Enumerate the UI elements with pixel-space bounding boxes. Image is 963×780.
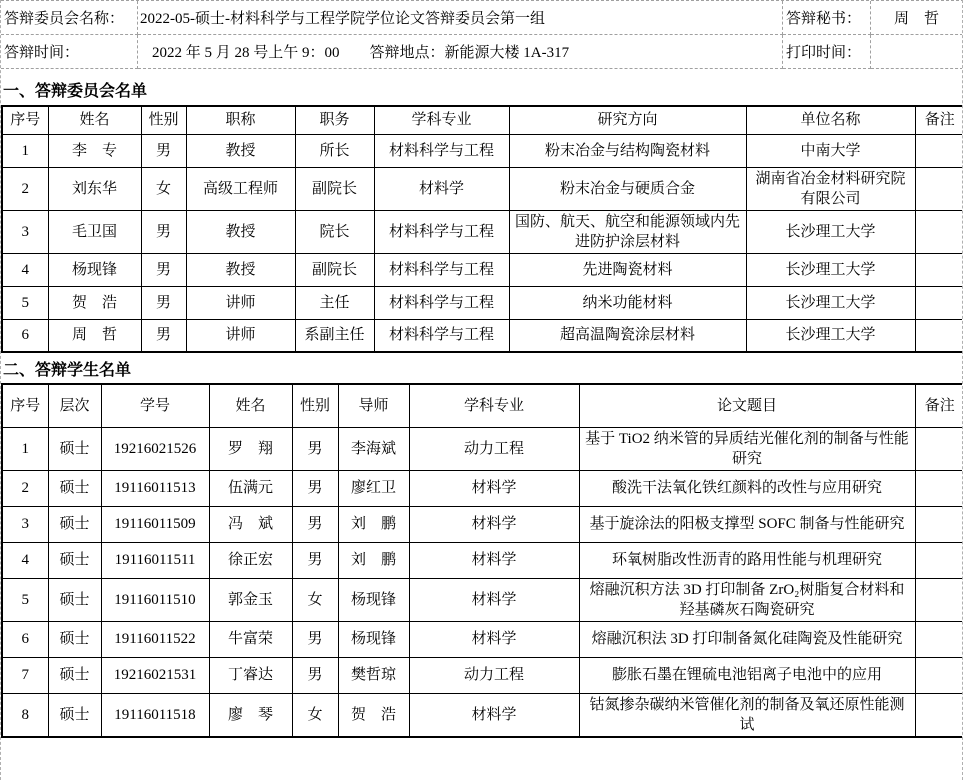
table-cell: 女 [292, 578, 338, 621]
students-table [1, 383, 963, 738]
table-cell: 硕士 [48, 657, 101, 693]
table-cell: 钴氮掺杂碳纳米管催化剂的制备及氧还原性能测试 [579, 693, 915, 737]
students-section-title: 二、答辩学生名单 [3, 361, 132, 379]
column-header-remark: 备注 [915, 384, 963, 427]
table-cell: 材料学 [409, 578, 579, 621]
table-cell: 19216021531 [101, 657, 209, 693]
secretary-label: 答辩秘书： [783, 1, 871, 35]
table-cell: 材料学 [409, 621, 579, 657]
table-cell: 酸洗干法氧化铁红颜料的改性与应用研究 [579, 470, 915, 506]
table-cell [915, 693, 963, 737]
table-cell: 纳米功能材料 [509, 286, 746, 319]
table-row [2, 470, 963, 506]
column-header-major: 学科专业 [374, 106, 509, 134]
column-header-gender: 性别 [292, 384, 338, 427]
table-cell: 杨现锋 [48, 253, 141, 286]
table-cell: 女 [141, 167, 186, 210]
table-cell: 贺 浩 [48, 286, 141, 319]
column-header-index: 序号 [2, 384, 48, 427]
table-cell: 教授 [186, 253, 295, 286]
table-cell [915, 470, 963, 506]
table-cell: 硕士 [48, 578, 101, 621]
defense-location-value: 新能源大楼 1A-317 [444, 45, 570, 61]
column-header-remark: 备注 [915, 106, 963, 134]
column-header-major: 学科专业 [409, 384, 579, 427]
table-row [2, 134, 963, 167]
table-cell: 毛卫国 [48, 210, 141, 253]
header-row [2, 106, 963, 134]
table-cell: 3 [2, 506, 48, 542]
column-header-name: 姓名 [209, 384, 292, 427]
table-cell: 材料科学与工程 [374, 134, 509, 167]
table-cell: 4 [2, 542, 48, 578]
table-cell: 19116011510 [101, 578, 209, 621]
table-cell: 粉末冶金与结构陶瓷材料 [509, 134, 746, 167]
table-cell: 女 [292, 693, 338, 737]
table-row [2, 427, 963, 470]
table-cell: 杨现锋 [338, 621, 409, 657]
table-cell: 8 [2, 693, 48, 737]
table-row [2, 319, 963, 352]
table-cell: 樊哲琼 [338, 657, 409, 693]
table-cell: 硕士 [48, 693, 101, 737]
column-header-organization: 单位名称 [746, 106, 915, 134]
table-cell: 19116011513 [101, 470, 209, 506]
committee-name-label: 答辩委员会名称： [1, 1, 138, 35]
table-cell: 材料科学与工程 [374, 253, 509, 286]
table-cell: 粉末冶金与硬质合金 [509, 167, 746, 210]
table-cell: 材料学 [409, 470, 579, 506]
table-cell: 长沙理工大学 [746, 286, 915, 319]
table-cell: 硕士 [48, 427, 101, 470]
table-cell: 伍满元 [209, 470, 292, 506]
table-cell: 材料科学与工程 [374, 319, 509, 352]
table-cell: 中南大学 [746, 134, 915, 167]
table-cell: 男 [292, 427, 338, 470]
table-cell: 副院长 [295, 167, 374, 210]
table-cell: 周 哲 [48, 319, 141, 352]
table-cell [915, 286, 963, 319]
table-cell: 李海斌 [338, 427, 409, 470]
table-row [2, 253, 963, 286]
committee-name-value: 2022-05-硕士-材料科学与工程学院学位论文答辩委员会第一组 [138, 1, 783, 35]
column-header-student-id: 学号 [101, 384, 209, 427]
table-cell: 19216021526 [101, 427, 209, 470]
table-cell: 材料科学与工程 [374, 286, 509, 319]
table-cell: 男 [292, 621, 338, 657]
table-cell: 长沙理工大学 [746, 319, 915, 352]
table-row [2, 167, 963, 210]
table-cell: 19116011522 [101, 621, 209, 657]
table-cell: 硕士 [48, 621, 101, 657]
table-cell: 刘 鹏 [338, 506, 409, 542]
column-header-name: 姓名 [48, 106, 141, 134]
students-table-head [2, 384, 963, 427]
table-cell: 长沙理工大学 [746, 210, 915, 253]
table-cell: 杨现锋 [338, 578, 409, 621]
table-cell: 环氧树脂改性沥青的路用性能与机理研究 [579, 542, 915, 578]
defense-time-value: 2022 年 5 月 28 号上午 9：00 [152, 45, 340, 61]
table-cell: 动力工程 [409, 657, 579, 693]
column-header-research: 研究方向 [509, 106, 746, 134]
table-cell: 冯 斌 [209, 506, 292, 542]
column-header-gender: 性别 [141, 106, 186, 134]
table-cell: 贺 浩 [338, 693, 409, 737]
table-cell: 材料学 [409, 542, 579, 578]
table-cell [915, 506, 963, 542]
column-header-level: 层次 [48, 384, 101, 427]
table-row [2, 286, 963, 319]
column-header-index: 序号 [2, 106, 48, 134]
table-cell: 动力工程 [409, 427, 579, 470]
table-cell [915, 427, 963, 470]
table-cell [915, 319, 963, 352]
table-cell: 院长 [295, 210, 374, 253]
table-cell: 男 [292, 542, 338, 578]
table-cell: 男 [292, 657, 338, 693]
table-cell: 硕士 [48, 506, 101, 542]
table-cell: 牛富荣 [209, 621, 292, 657]
column-header-thesis-title: 论文题目 [579, 384, 915, 427]
table-cell: 先进陶瓷材料 [509, 253, 746, 286]
table-cell: 材料学 [409, 693, 579, 737]
table-cell: 廖红卫 [338, 470, 409, 506]
table-cell: 男 [141, 134, 186, 167]
table-cell: 2 [2, 470, 48, 506]
committee-table-head [2, 106, 963, 134]
table-cell: 5 [2, 578, 48, 621]
table-cell [915, 134, 963, 167]
students-table-body [2, 427, 963, 737]
table-cell: 6 [2, 621, 48, 657]
table-cell: 男 [141, 319, 186, 352]
table-cell: 材料学 [409, 506, 579, 542]
table-cell [915, 210, 963, 253]
table-row [2, 542, 963, 578]
table-cell: 7 [2, 657, 48, 693]
defense-time-label: 答辩时间： [1, 35, 138, 69]
table-row [2, 693, 963, 737]
table-cell: 熔融沉积方法 3D 打印制备 ZrO₂树脂复合材料和羟基磷灰石陶瓷研究 [579, 578, 915, 621]
table-cell: 讲师 [186, 286, 295, 319]
table-cell [915, 621, 963, 657]
defense-location-label: 答辩地点： [369, 45, 445, 61]
table-cell: 系副主任 [295, 319, 374, 352]
committee-table [1, 105, 963, 353]
table-cell: 超高温陶瓷涂层材料 [509, 319, 746, 352]
table-cell: 徐正宏 [209, 542, 292, 578]
table-cell: 丁睿达 [209, 657, 292, 693]
info-header [1, 0, 963, 69]
table-cell: 湖南省冶金材料研究院有限公司 [746, 167, 915, 210]
column-header-title: 职称 [186, 106, 295, 134]
table-cell: 主任 [295, 286, 374, 319]
table-cell: 6 [2, 319, 48, 352]
table-cell [915, 578, 963, 621]
table-cell: 硕士 [48, 542, 101, 578]
table-cell: 刘 鹏 [338, 542, 409, 578]
secretary-value: 周 哲 [871, 1, 963, 35]
header-row [2, 384, 963, 427]
table-row [2, 210, 963, 253]
table-cell: 4 [2, 253, 48, 286]
table-cell: 1 [2, 134, 48, 167]
table-cell: 国防、航天、航空和能源领域内先进防护涂层材料 [509, 210, 746, 253]
table-cell [915, 542, 963, 578]
table-row [2, 621, 963, 657]
table-cell: 熔融沉积法 3D 打印制备氮化硅陶瓷及性能研究 [579, 621, 915, 657]
table-cell: 5 [2, 286, 48, 319]
table-row [2, 506, 963, 542]
table-cell: 基于 TiO2 纳米管的异质结光催化剂的制备与性能研究 [579, 427, 915, 470]
table-row [2, 657, 963, 693]
table-cell [915, 167, 963, 210]
table-cell: 罗 翔 [209, 427, 292, 470]
table-cell: 19116011509 [101, 506, 209, 542]
table-cell: 李 专 [48, 134, 141, 167]
table-cell [915, 253, 963, 286]
table-cell: 男 [141, 253, 186, 286]
print-time-value [871, 35, 963, 69]
table-cell: 19116011518 [101, 693, 209, 737]
table-cell: 材料学 [374, 167, 509, 210]
table-cell: 硕士 [48, 470, 101, 506]
table-cell: 3 [2, 210, 48, 253]
table-cell: 材料科学与工程 [374, 210, 509, 253]
table-cell: 讲师 [186, 319, 295, 352]
table-cell: 廖 琴 [209, 693, 292, 737]
table-cell: 长沙理工大学 [746, 253, 915, 286]
committee-section-title: 一、答辩委员会名单 [3, 82, 148, 100]
table-cell: 1 [2, 427, 48, 470]
table-cell: 教授 [186, 210, 295, 253]
table-cell: 19116011511 [101, 542, 209, 578]
table-cell: 高级工程师 [186, 167, 295, 210]
column-header-position: 职务 [295, 106, 374, 134]
print-time-label: 打印时间： [783, 35, 871, 69]
table-cell [915, 657, 963, 693]
column-header-advisor: 导师 [338, 384, 409, 427]
table-cell: 男 [292, 470, 338, 506]
table-cell: 副院长 [295, 253, 374, 286]
committee-table-body [2, 134, 963, 352]
table-cell: 教授 [186, 134, 295, 167]
table-cell: 郭金玉 [209, 578, 292, 621]
table-row [2, 578, 963, 621]
table-cell: 2 [2, 167, 48, 210]
table-cell: 基于旋涂法的阳极支撑型 SOFC 制备与性能研究 [579, 506, 915, 542]
defense-time-location-cell [138, 35, 783, 69]
table-cell: 男 [292, 506, 338, 542]
table-cell: 男 [141, 210, 186, 253]
table-cell: 所长 [295, 134, 374, 167]
table-cell: 膨胀石墨在锂硫电池铝离子电池中的应用 [579, 657, 915, 693]
table-cell: 刘东华 [48, 167, 141, 210]
table-cell: 男 [141, 286, 186, 319]
